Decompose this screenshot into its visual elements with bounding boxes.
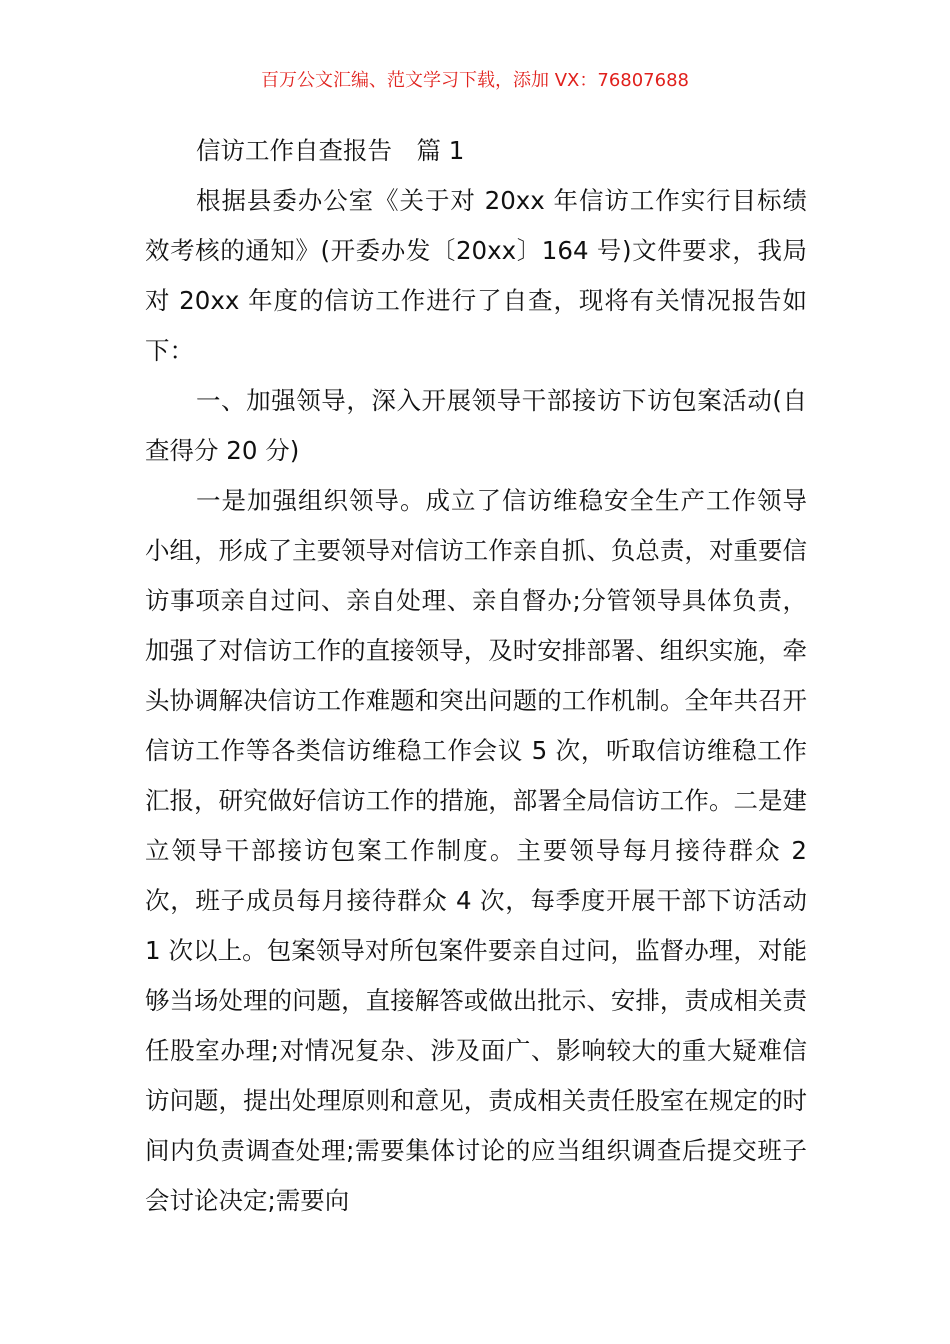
section-heading: 一、加强领导，深入开展领导干部接访下访包案活动(自查得分 20 分) — [145, 386, 807, 465]
document-title: 信访工作自查报告 篇 1 — [196, 136, 465, 165]
intro-paragraph: 根据县委办公室《关于对 20xx 年信访工作实行目标绩效考核的通知》(开委办发〔20xx〕164 号)文件要求，我局对 20xx 年度的信访工作进行了自查，现将有关情况报告如下： — [145, 186, 807, 365]
section-paragraph: 一是加强组织领导。成立了信访维稳安全生产工作领导小组，形成了主要领导对信访工作亲自抓、负总责，对重要信访事项亲自过问、亲自处理、亲自督办;分管领导具体负责，加强了对信访工作的直接领导，及时安排部署、组织实施，牵头协调解决信访工作难题和突出问题的工作机制。全年共召开信访工作等各类信访维稳工作会议 5 次，听取信访维稳工作汇报，研究做好信访工作的措施，部署全局信访工作。二是建立领导干部接访包案工作制度。主要领导每月接待群众 2 次，班子成员每月接待群众 4 次，每季度开展干部下访活动 1 次以上。包案领导对所包案件要亲自过问，监督办理，对能够当场处理的问题，直接解答或做出批示、安排，责成相关责任股室办理;对情况复杂、涉及面广、影响较大的重大疑难信访问题，提出处理原则和意见，责成相关责任股室在规定的时间内负责调查处理;需要集体讨论的应当组织调查后提交班子会讨论决定;需要向 — [145, 486, 807, 1215]
document-body — [145, 126, 807, 1226]
header-banner: 百万公文汇编、范文学习下载，添加 VX：76807688 — [261, 70, 689, 91]
